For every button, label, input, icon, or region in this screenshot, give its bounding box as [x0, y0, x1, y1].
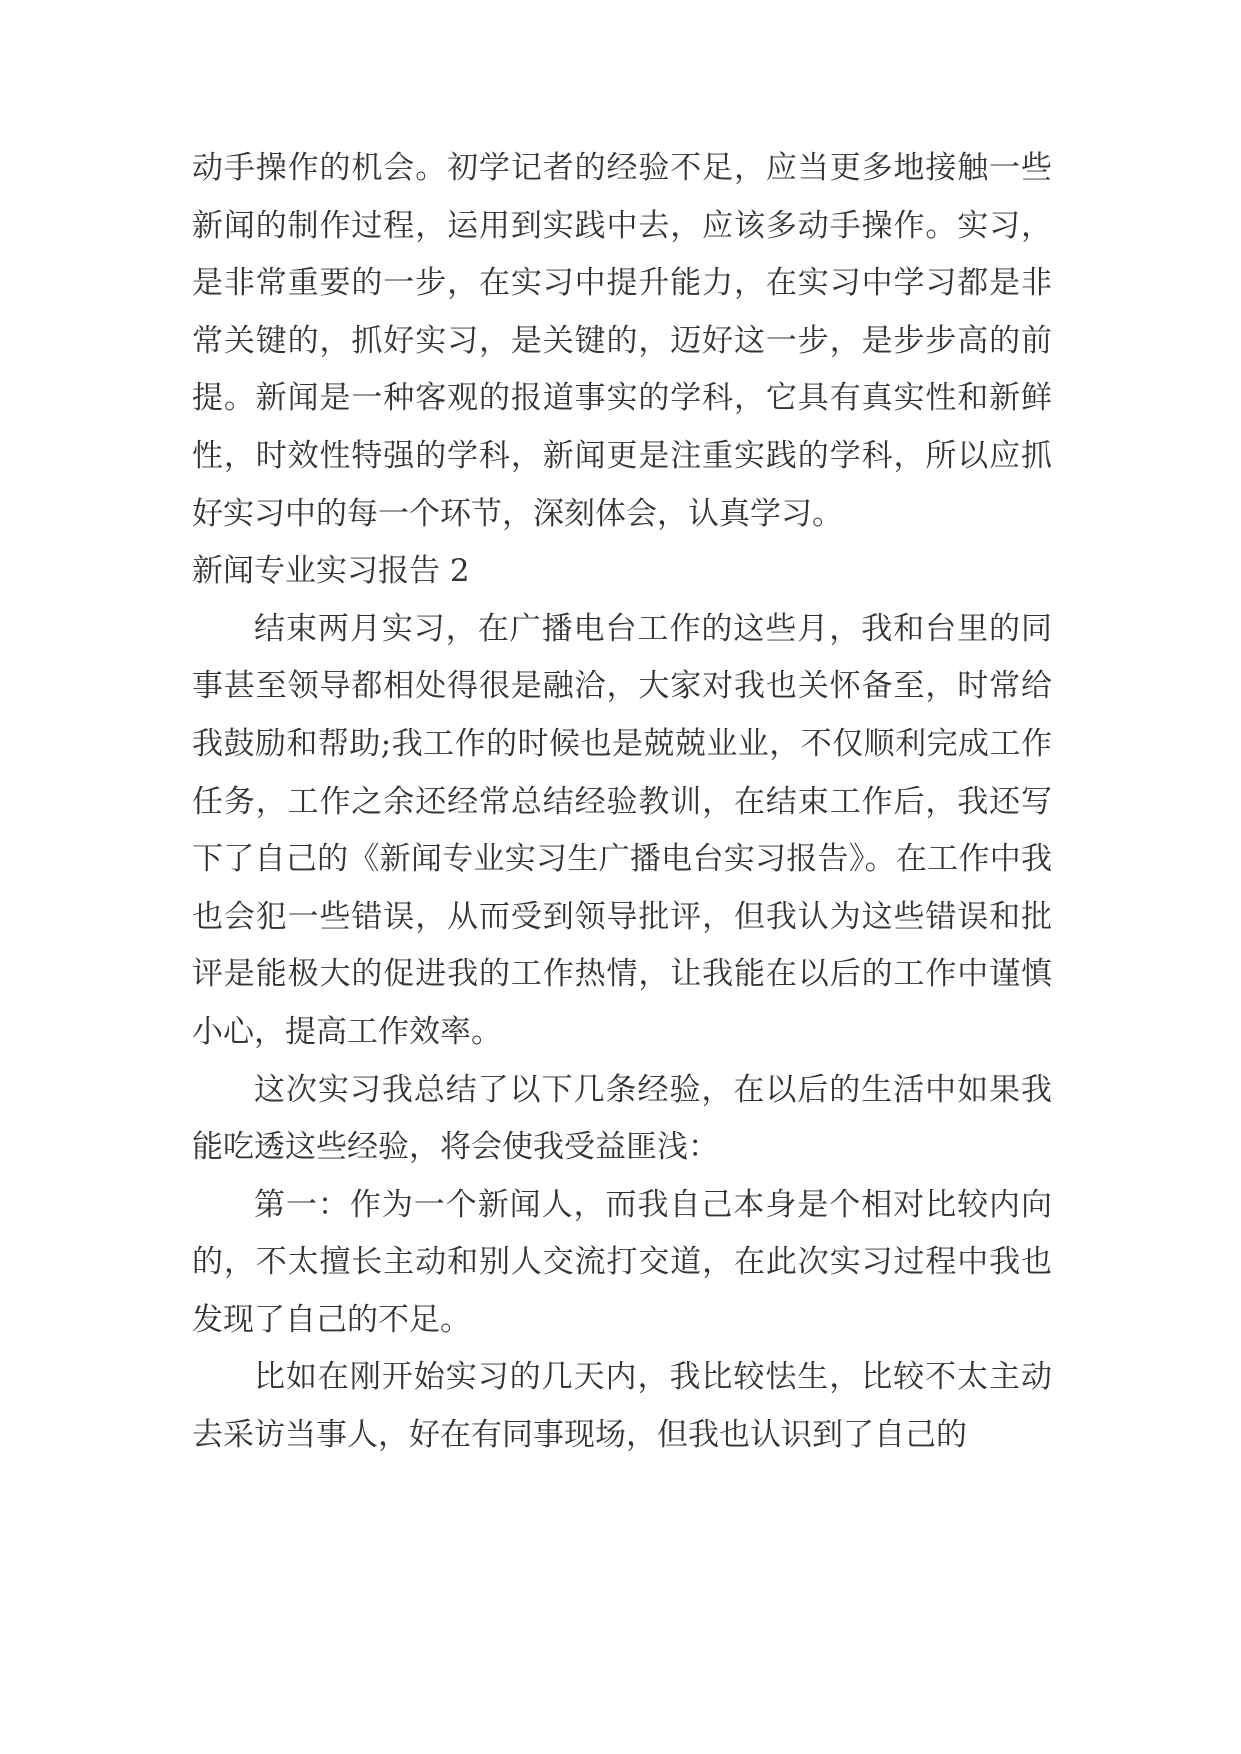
paragraph-lesson-one: 第一：作为一个新闻人，而我自己本身是个相对比较内向的，不太擅长主动和别人交流打交道，在此次实习过程中我也发现了自己的不足。 — [192, 1186, 1052, 1338]
paragraph-intro: 结束两月实习，在广播电台工作的这些月，我和台里的同事甚至领导都相处得很是融洽，大家对我也关怀备至，时常给我鼓励和帮助;我工作的时候也是兢兢业业，不仅顺利完成工作任务，工作之余还经常总结经验教训，在结束工作后，我还写下了自己的《新闻专业实习生广播电台实习报告》。在工作中我也会犯一些错误，从而受到领导批评，但我认为这些错误和批评是能极大的促进我的工作热情，让我能在以后的工作中谨慎小心，提高工作效率。 — [192, 610, 1052, 1050]
paragraph-continuation: 动手操作的机会。初学记者的经验不足，应当更多地接触一些新闻的制作过程，运用到实践中去，应该多动手操作。实习，是非常重要的一步，在实习中提升能力，在实习中学习都是非常关键的，抓好实习，是关键的，迈好这一步，是步步高的前提。新闻是一种客观的报道事实的学科，它具有真实性和新鲜性，时效性特强的学科，新闻更是注重实践的学科，所以应抓好实习中的每一个环节，深刻体会，认真学习。 — [192, 150, 1052, 532]
paragraph-lessons-lead: 这次实习我总结了以下几条经验，在以后的生活中如果我能吃透这些经验，将会使我受益匪浅： — [192, 1071, 1052, 1166]
section-heading: 新闻专业实习报告 2 — [192, 553, 470, 590]
paragraph-example: 比如在刚开始实习的几天内，我比较怯生，比较不太主动去采访当事人，好在有同事现场，但我也认识到了自己的 — [192, 1359, 1052, 1454]
document-body — [192, 140, 1052, 1465]
